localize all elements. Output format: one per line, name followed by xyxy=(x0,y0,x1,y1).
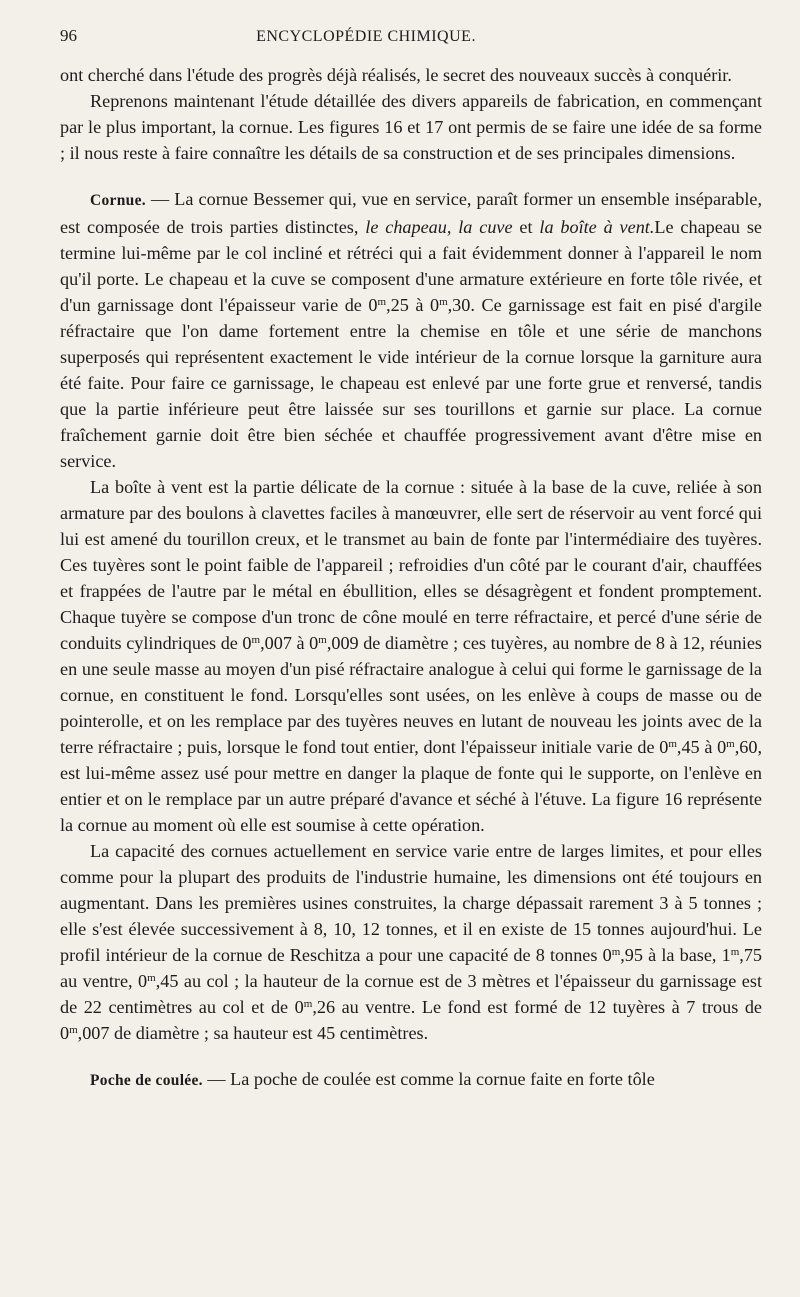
paragraph-intro xyxy=(60,88,762,166)
unit-superscript: m xyxy=(730,946,740,958)
section-title-poche: Poche de coulée. xyxy=(90,1072,203,1089)
text-run: — La cornue Bessemer qui, vue en service, paraît former un ensemble inséparable, est composée de trois parties distinctes, xyxy=(60,189,762,237)
text-run: ,007 de diamètre ; sa hauteur est 45 centimètres. xyxy=(77,1023,429,1043)
unit-superscript: m xyxy=(303,998,313,1010)
paragraph-boite-a-vent xyxy=(60,474,762,838)
text-run: ,30. Ce garnissage est fait en pisé d'argile réfractaire que l'on dame fortement entre la chemise en tôle et une série de manchons superposés qui représentent exactement le vide intérieur de la cornue lorsque la garniture aura été faite. Pour faire ce garnissage, le chapeau est enlevé par une forte grue et renversé, tandis que la partie inférieure peut être laissée sur ses tourillons et garnie sur place. La cornue fraîchement garnie doit être bien séchée et chauffée progressivement avant d'être mise en service. xyxy=(60,295,762,471)
unit-superscript: m xyxy=(668,738,677,750)
running-title: ENCYCLOPÉDIE CHIMIQUE. xyxy=(256,28,476,45)
page-number: 96 xyxy=(60,26,77,45)
text-run: ,60, est lui-même assez usé pour mettre en danger la plaque de fonte qui le supporte, on l'enlève en entier et on le remplace par un autre préparé d'avance et séché à l'étuve. La figure 16 représente la cornue au moment où elle est soumise à cette opération. xyxy=(60,737,763,835)
text-run: ,009 de diamètre ; ces tuyères, au nombre de 8 à 12, réunies en une seule masse au moyen d'un pisé réfractaire analogue à celui qui forme le garnissage de la cornue, en constituent le fond. Lorsqu'elles sont usées, on les enlève à coups de masse ou de pointerolle, et on les remplace par des tuyères neuves en lutant de nouveau les joints avec de la terre réfractaire ; puis, lorsque le fond tout entier, dont l'épaisseur initiale varie de 0 xyxy=(60,633,762,757)
paragraph-text: Reprenons maintenant l'étude détaillée des divers appareils de fabrication, en commençant par le plus important, la cornue. Les figures 16 et 17 ont permis de se faire une idée de sa forme ; il nous reste à faire connaître les détails de sa construction et de ses principales dimensions. xyxy=(60,91,762,163)
text-run: Le chapeau se termine lui-même par le col incliné et rétréci qui a fait évidemment donner à l'appareil le nom qu'il porte. Le chapeau et la cuve se composent d'une armature extérieure en forte tôle rivée, et d'un garnissage dont l'épaisseur varie de 0 xyxy=(60,217,762,315)
text-run: ,26 au ventre. Le fond est formé de 12 tuyères à 7 trous de 0 xyxy=(60,997,762,1043)
text-run: ,45 à 0 xyxy=(676,737,727,757)
unit-superscript: m xyxy=(69,1024,78,1036)
paragraph-capacite xyxy=(60,838,762,1046)
unit-superscript: m xyxy=(318,634,327,646)
italic-run: le chapeau, la cuve xyxy=(365,217,513,237)
section-cornue xyxy=(60,186,762,474)
unit-superscript: m xyxy=(147,972,156,984)
unit-superscript: m xyxy=(611,946,621,958)
text-run: ,75 au ventre, 0 xyxy=(60,945,762,991)
text-run: ,007 à 0 xyxy=(260,633,319,653)
section-poche-de-coulee xyxy=(60,1066,762,1094)
section-title-cornue: Cornue. xyxy=(90,192,146,209)
paragraph-text: ont cherché dans l'étude des progrès déjà réalisés, le secret des nouveaux succès à conquérir. xyxy=(60,65,732,85)
unit-superscript: m xyxy=(377,296,387,308)
text-run: ,45 au col ; la hauteur de la cornue est de 3 mètres et l'épaisseur du garnissage est de 22 centimètres au col et de 0 xyxy=(60,971,763,1017)
text-run: La boîte à vent est la partie délicate de la cornue : située à la base de la cuve, reliée à son armature par des boulons à clavettes faciles à manœuvrer, elle sert de réservoir au vent forcé qui lui est amené du tourillon creux, et le transmet au bain de fonte par l'intermédiaire des tuyères. Ces tuyères sont le point faible de l'appareil ; refroidies d'un côté par le courant d'air, chauffées et frappées de l'autre par le métal en ébullition, elles se désagrègent et fondent promptement. Chaque tuyère se compose d'un tronc de cône moulé en terre réfractaire, et percé d'une série de conduits cylindriques de 0 xyxy=(60,477,762,653)
italic-run: la boîte à vent. xyxy=(539,217,655,237)
text-run: et xyxy=(512,217,540,237)
text-run: ,95 à la base, 1 xyxy=(620,945,731,965)
unit-superscript: m xyxy=(439,296,448,308)
page-header xyxy=(60,26,762,52)
text-run: La capacité des cornues actuellement en service varie entre de larges limites, et pour elles comme pour la plupart des produits de l'industrie humaine, les dimensions ont été toujours en augmentant. Dans les premières usines construites, la charge dépassait rarement 3 à 5 tonnes ; elle s'est élevée successivement à 8, 10, 12 tonnes, et il en existe de 15 tonnes aujourd'hui. Le profil intérieur de la cornue de Reschitza a pour une capacité de 8 tonnes 0 xyxy=(60,841,762,965)
unit-superscript: m xyxy=(251,634,261,646)
text-run: — La poche de coulée est comme la cornue faite en forte tôle xyxy=(202,1069,655,1089)
unit-superscript: m xyxy=(726,738,735,750)
text-run: ,25 à 0 xyxy=(386,295,440,315)
paragraph-continuation xyxy=(60,62,762,88)
